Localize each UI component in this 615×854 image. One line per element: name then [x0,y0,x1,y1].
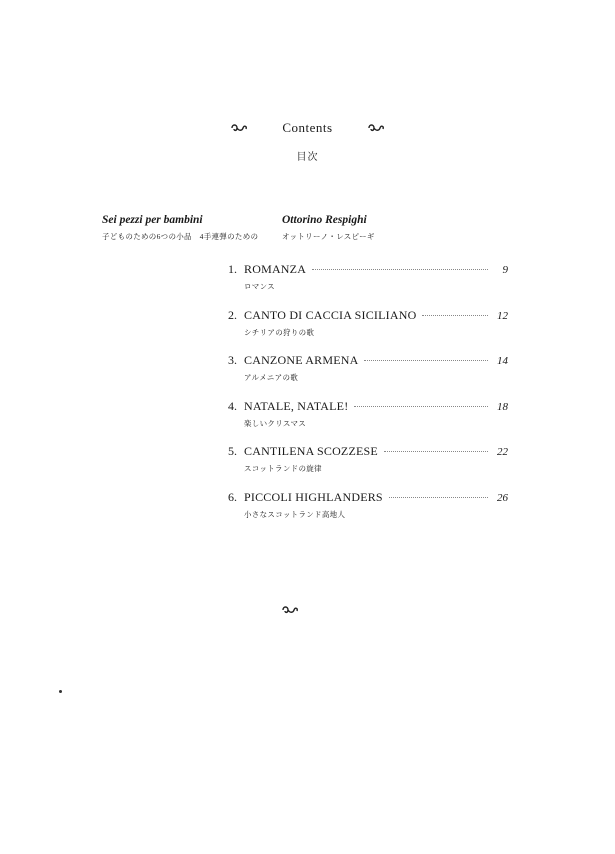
toc-item-title: CANZONE ARMENA [244,353,359,367]
title-row [0,120,615,136]
toc-item-jp: アルメニアの歌 [244,373,299,382]
work-composer: Ottorino Respighi [282,214,367,226]
toc-item-number: 3. [228,353,237,367]
toc-item[interactable] [228,399,508,445]
toc-item[interactable] [228,308,508,354]
work-title: Sei pezzi per bambini [102,214,203,226]
toc-item-title: NATALE, NATALE! [244,398,349,413]
toc-item-jp: 楽しいクリスマス [244,418,307,428]
toc-item[interactable] [228,262,508,308]
dot-leader [312,269,488,270]
toc-item-number: 4. [228,398,237,413]
toc-item-page: 26 [497,491,508,504]
toc-item-page: 14 [497,355,508,367]
toc-item-title: CANTO DI CACCIA SICILIANO [244,307,417,322]
swirl-ornament-icon [281,604,299,616]
page-title: Contents [282,120,333,135]
toc-item[interactable] [228,490,508,536]
toc-item[interactable] [228,444,508,490]
toc-item[interactable] [228,353,508,399]
toc-item-page: 9 [502,264,508,276]
toc-item-line [228,262,508,277]
toc-item-number: 5. [228,444,237,458]
toc-item-line [228,308,508,323]
toc-item-line [228,444,508,459]
toc-item-line [228,399,508,414]
toc-item-page: 22 [497,446,508,458]
toc-list [228,262,508,535]
toc-item-page: 18 [497,400,508,413]
swirl-ornament-icon [367,122,385,134]
dot-leader [384,451,488,452]
toc-item-line [228,353,508,368]
toc-item-title: CANTILENA SCOZZESE [244,444,378,458]
toc-item-number: 1. [228,262,237,276]
page-subtitle: 目次 [296,152,319,163]
dot-leader [422,315,488,316]
work-title-jp: 子どものための6つの小品 4手連弾のための [102,232,259,241]
toc-item-page: 12 [497,309,508,322]
toc-item-number: 2. [228,307,237,322]
swirl-ornament-icon [230,122,248,134]
work-subtitle-row [102,231,402,242]
work-composer-jp: オットリーノ・レスピーギ [282,232,375,241]
dot-leader [354,406,488,407]
work-info [102,214,402,242]
dot-leader [364,360,488,361]
toc-item-title: PICCOLI HIGHLANDERS [244,489,383,504]
toc-item-number: 6. [228,489,237,504]
toc-item-line [228,490,508,505]
work-title-row [102,214,402,226]
dot-leader [389,497,488,498]
contents-header [0,120,615,163]
toc-item-jp: スコットランドの旋律 [244,464,322,473]
toc-item-jp: ロマンス [244,282,275,291]
speck-mark [59,690,62,693]
toc-item-jp: 小さなスコットランド高地人 [244,509,346,519]
toc-item-jp: シチリアの狩りの歌 [244,327,315,337]
toc-item-title: ROMANZA [244,262,307,276]
